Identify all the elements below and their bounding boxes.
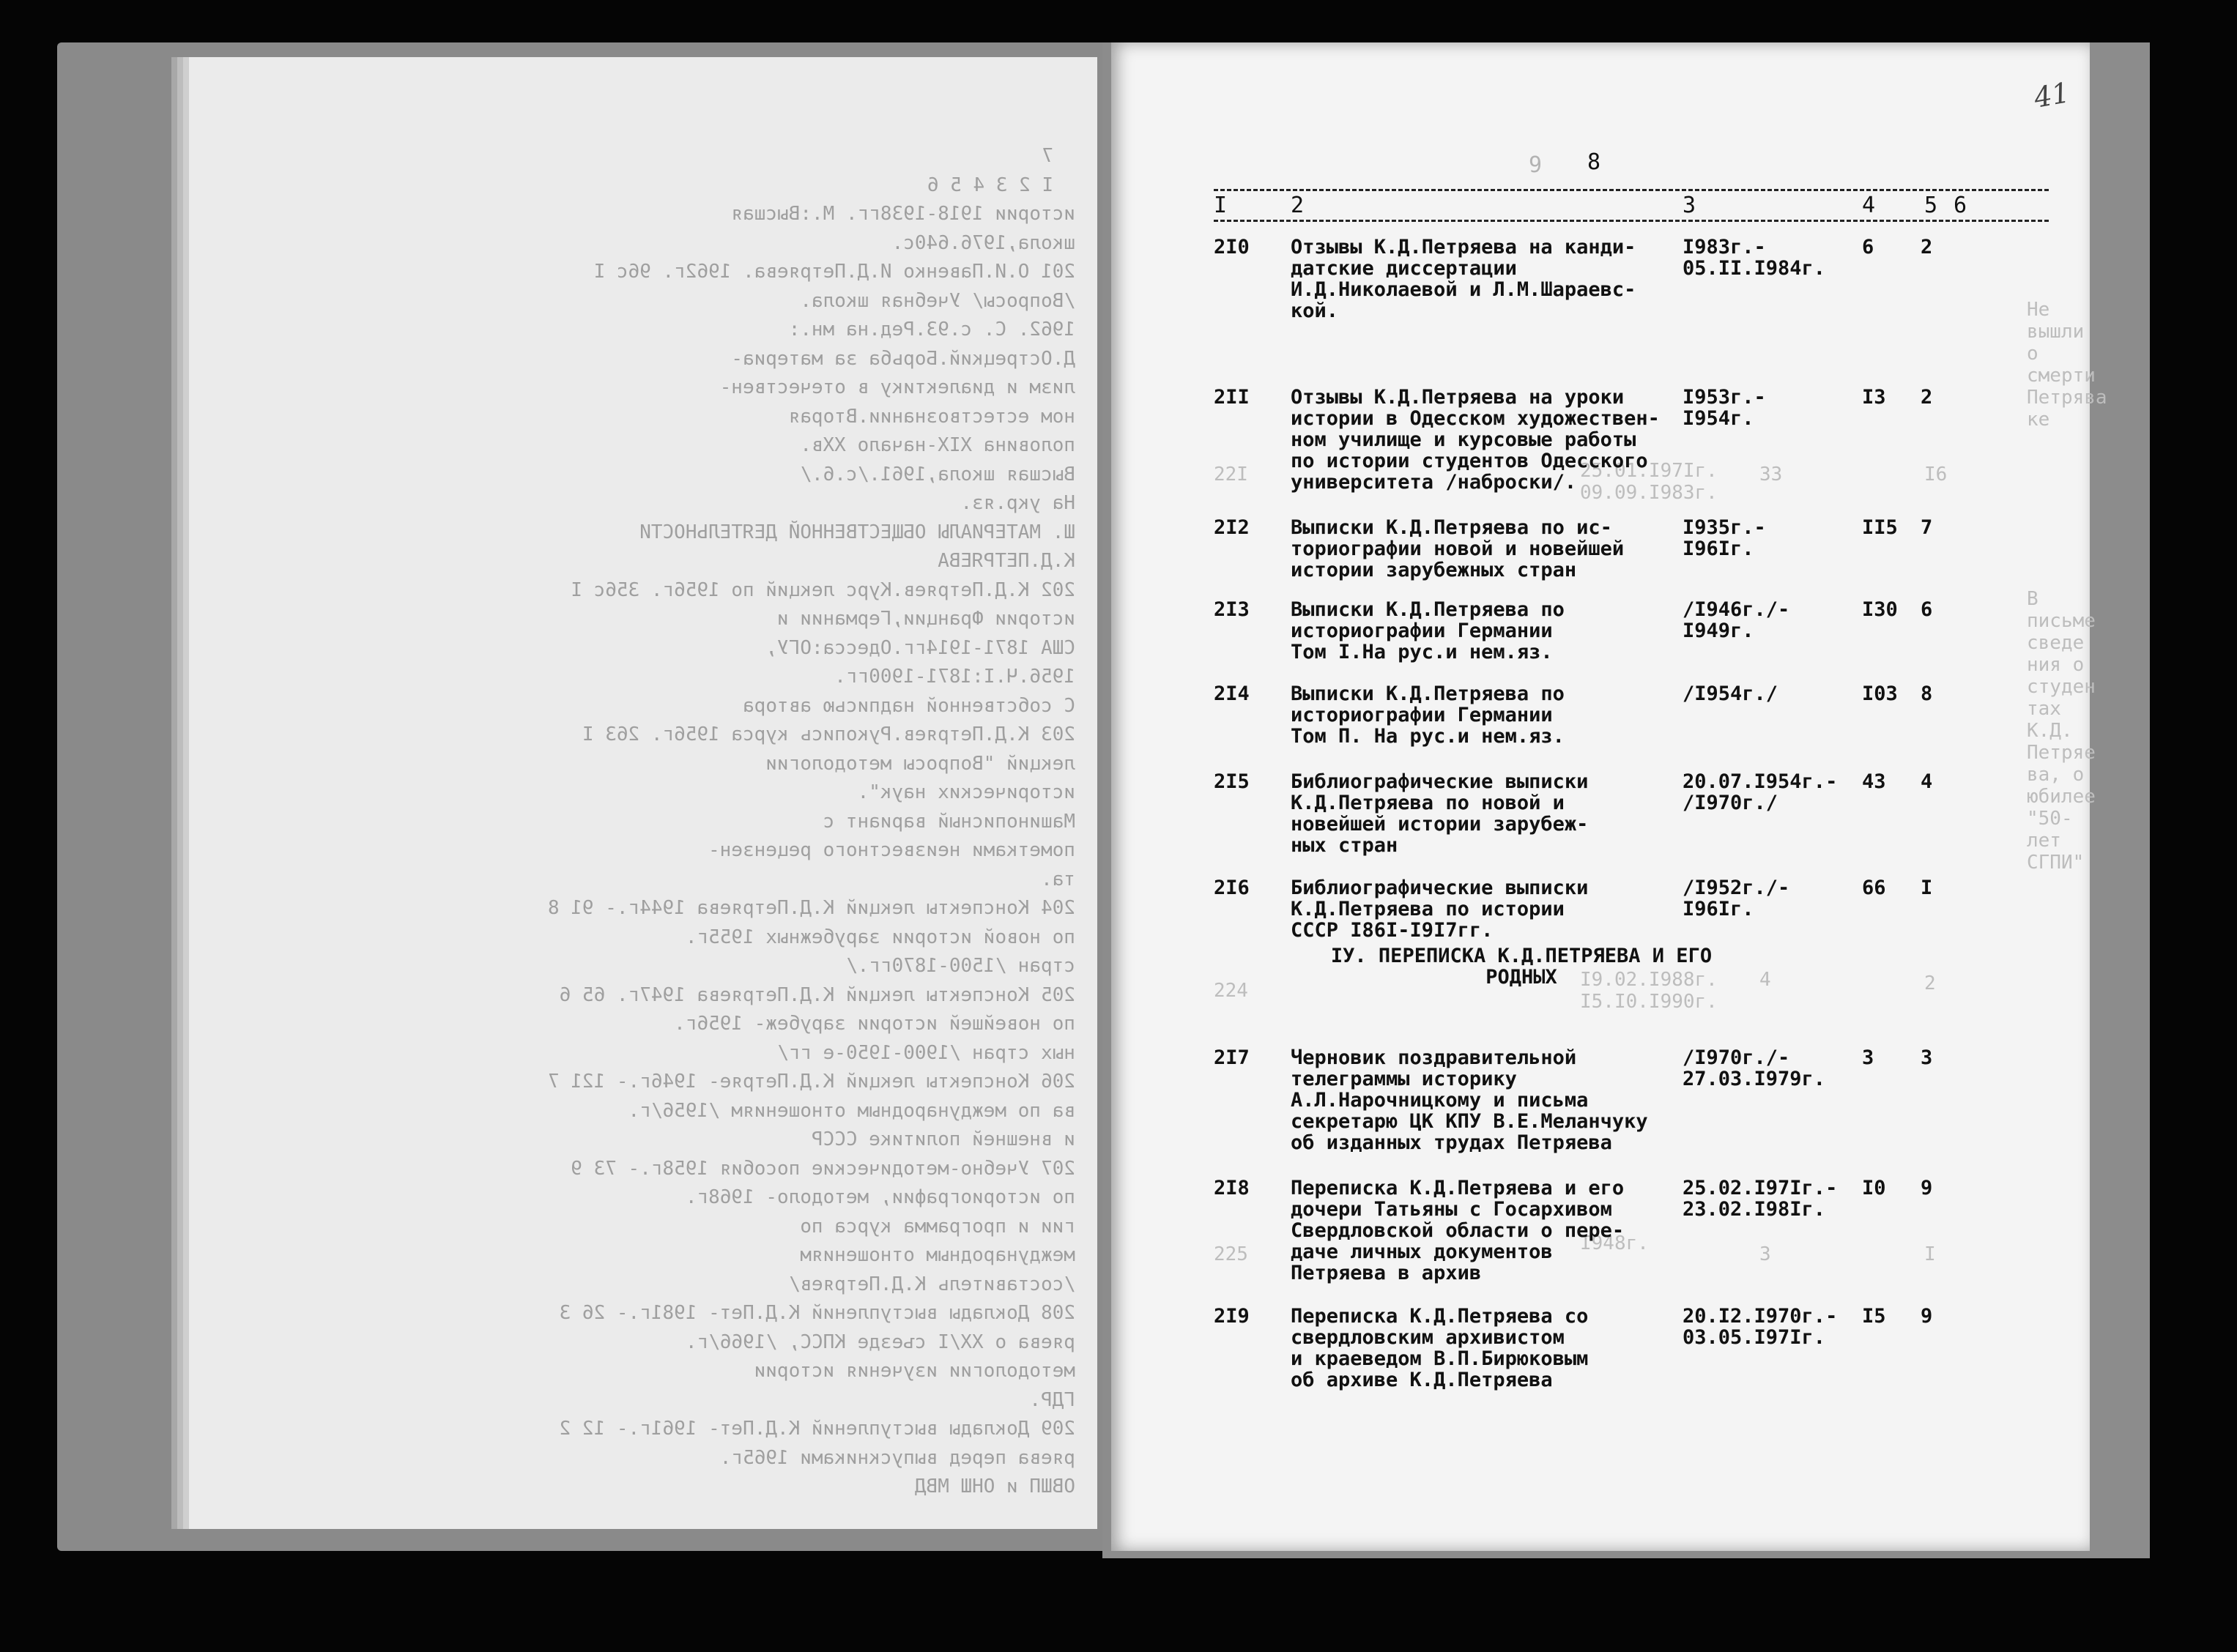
row-title: Отзывы К.Д.Петряева на уроки истории в Одесском художествен- ном училище и курсовые работы по истории студентов Одесского университета /наброски/. [1291,386,1660,494]
bleed-through-line: ных стран /1900-1950-е гг/ [777,1041,1075,1064]
ghost-fragment: ке [2027,409,2050,431]
header-rule-top [1214,189,2049,191]
ghost-fragment: I [1924,1243,1936,1265]
right-page [1102,42,2150,1558]
row-sheet-count: II5 [1862,516,1898,539]
bleed-through-line: международным отношениям [800,1244,1075,1266]
bleed-through-line: 208 Доклады выступлений К.Д.Пет- 1981г.- 26 3 [559,1302,1075,1324]
row-title: Переписка К.Д.Петряева и его дочери Татьяны с Госархивом Свердловской области о пере- даче личных документов Петряева в архив [1291,1177,1625,1284]
right-sheet [1111,42,2107,1551]
bleed-through-line: лекций "Вопросы методологии [765,752,1075,775]
ghost-fragment: I6 [1924,464,1948,485]
bleed-through-line: ряева о XX/I съезде КПСС, /1966/г. [685,1331,1075,1353]
row-sheet-count: I30 [1862,598,1898,621]
col-head-3: 3 [1683,193,1696,218]
ghost-fragment: I9.02.I988г. [1580,969,1718,991]
bleed-through-line: ОВШП и ОНШ МВД [914,1476,1075,1497]
bleed-through-line: та. [1041,868,1075,890]
bleed-through-line: школа,1976.640с. [891,231,1075,254]
bleed-through-line: 205 Конспекты лекций К.Д.Петряева 1947г. 65 6 [559,983,1075,1006]
ghost-fragment: лет [2027,830,2061,852]
ghost-fragment: 22I [1214,464,1248,485]
col-head-6: 6 [1954,193,1967,218]
bleed-through-line: 203 К.Д.Петряев.Рукопись курса 1956г. 263 I [582,723,1075,745]
row-sheet-count: 3 [1862,1046,1874,1069]
bleed-through-line: 1962. С. с.93.Ред.на мн.: [788,319,1075,341]
row-title: Черновик поздравительной телеграммы историку А.Л.Нарочницкому и письма секретарю ЦК КПУ В.Е.Меланчуку об изданных трудах Петряева [1291,1046,1648,1154]
row-copies: 7 [1921,516,1933,539]
row-number: 2II [1214,386,1250,409]
bleed-through-line: лизм и диалектику в отечествен- [719,376,1075,398]
row-dates: I935г.- I96Iг. [1683,516,1766,560]
row-number: 2I7 [1214,1046,1250,1069]
ghost-fragment: ния о [2027,654,2085,676]
row-copies: 2 [1921,386,1933,409]
bleed-through-line: методологии изучения истории [754,1360,1075,1382]
bleed-through-line: 201 О.И.Павенко И.Д.Петряева. 1962г. 96с I [593,261,1075,283]
bleed-through-line: Ш. МАТЕРИАЛЫ ОБЩЕСТВЕННОЙ ДЕЯТЕЛЬНОСТИ [639,521,1075,543]
row-number: 2I0 [1214,236,1250,258]
row-dates: I953г.- I954г. [1683,386,1766,430]
col-head-2: 2 [1291,193,1305,218]
bleed-through-line: I 2 3 4 5 6 [927,174,1053,196]
ghost-fragment: Петряе [2027,742,2096,764]
bleed-through-line: и внешней политике СССР [811,1128,1075,1150]
row-copies: I [1921,877,1933,899]
bleed-through-line: пометками неизвестного рецензен- [708,839,1075,861]
row-sheet-count: 66 [1862,877,1886,899]
row-title: Библиографические выписки К.Д.Петряева по новой и новейшей истории зарубеж- ных стран [1291,770,1589,857]
row-number: 2I2 [1214,516,1250,539]
row-sheet-count: I3 [1862,386,1886,409]
ghost-fragment: "50- [2027,808,2073,830]
row-number: 2I6 [1214,877,1250,899]
bleed-through-line: ГДР. [1029,1388,1075,1411]
ghost-fragment: I5.I0.I990г. [1580,991,1718,1013]
row-sheet-count: I03 [1862,682,1898,705]
header-rule-bottom [1214,220,2049,222]
bleed-through-line: по новой истории зарубежных 1955г. [685,926,1075,948]
bleed-through-line: С собственной надписью автора [743,694,1075,717]
ghost-fragment: 25.01.I97Iг. [1580,460,1718,482]
row-number: 2I9 [1214,1305,1250,1328]
archive-folio-number: 41 [2031,76,2072,114]
bleed-through-line: 207 Учебно-методические пособия 1958г.- 73 9 [571,1157,1075,1180]
bleed-through-line: 7 [1042,145,1053,167]
bleed-through-line: по историографии, методоло- 1968г. [685,1186,1075,1208]
ghost-fragment: 09.09.I983г. [1580,482,1718,504]
row-title: Выписки К.Д.Петряева по историографии Германии Том П. На рус.и нем.яз. [1291,682,1565,748]
ghost-fragment: I948г. [1580,1232,1649,1254]
row-sheet-count: 6 [1862,236,1874,258]
bleed-through-line: 206 Конспекты лекций К.Д.Петряе- 1946г.- 121 7 [547,1071,1075,1093]
row-copies: 6 [1921,598,1933,621]
bleed-through-line: 1956.Ч.I:1871-1900гг. [834,666,1075,688]
ghost-fragment: 224 [1214,980,1248,1002]
section-heading: IУ. ПЕРЕПИСКА К.Д.ПЕТРЯЕВА И ЕГО РОДНЫХ [1330,945,1713,989]
bleed-through-line: половина XIX-начало XXв. [800,434,1075,456]
row-copies: 3 [1921,1046,1933,1069]
row-copies: 9 [1921,1305,1933,1328]
ghost-fragment: юбилее [2027,786,2096,808]
bleed-through-line: истории Франции,Германии и [777,608,1075,630]
bleed-through-line: по новейшей истории зарубеж- 1956г. [674,1013,1075,1035]
bleed-through-text [189,57,1097,1529]
row-number: 2I5 [1214,770,1250,793]
ghost-fragment: тах [2027,698,2061,720]
bleed-through-line: ном естествознании.Вторая [788,405,1075,428]
bleed-through-line: /составитель К.Д.Петряев/ [788,1273,1075,1295]
row-number: 2I3 [1214,598,1250,621]
row-number: 2I8 [1214,1177,1250,1199]
bleed-through-line: 202 К.Д.Петряев.Курс лекций по 1956г. 356с I [571,578,1075,601]
bleed-through-line: Д.Острецкий.Борьба за материа- [731,347,1075,370]
bleed-through-line: ряева перед выпускниками 1965г. [719,1446,1075,1469]
ghost-fragment: о [2027,343,2038,365]
row-dates: /I952г./- I96Iг. [1683,877,1790,920]
bleed-through-line: ва по международным отношениям /1956/г. [628,1099,1075,1122]
bleed-through-line: 209 Доклады выступлений К.Д.Пет- 1961г.- 12 2 [559,1418,1075,1440]
ghost-fragment: 225 [1214,1243,1248,1265]
page-number: 8 [1587,149,1601,175]
row-title: Выписки К.Д.Петряева по ис- ториографии новой и новейшей истории зарубежных стран [1291,516,1625,581]
row-title: Выписки К.Д.Петряева по историографии Германии Том I.На рус.и нем.яз. [1291,598,1565,663]
row-sheet-count: I5 [1862,1305,1886,1328]
ghost-fragment: студен [2027,676,2096,698]
row-sheet-count: I0 [1862,1177,1886,1199]
ghost-fragment: ва, о [2027,764,2085,786]
ghost-fragment: сведе [2027,632,2085,654]
ghost-fragment: вышли [2027,321,2085,343]
row-copies: 8 [1921,682,1933,705]
bleed-through-line: исторических наук". [857,781,1075,803]
bleed-through-line: К.Д.ПЕТРЯЕВА [938,550,1075,572]
bleed-through-line: 204 Конспекты лекций К.Д.Петряева 1944г.- 91 8 [547,897,1075,919]
ghost-fragment: Не [2027,299,2050,321]
ghost-fragment: 4 [1759,969,1771,991]
row-dates: I983г.- 05.II.I984г. [1683,236,1826,280]
ghost-fragment: 33 [1759,464,1783,485]
left-sheet [189,57,1097,1529]
row-copies: 4 [1921,770,1933,793]
row-number: 2I4 [1214,682,1250,705]
ghost-fragment: СГПИ" [2027,852,2085,874]
row-title: Отзывы К.Д.Петряева на канди- датские диссертации И.Д.Николаевой и Л.М.Шараевс- кой. [1291,236,1636,322]
ghost-fragment: Петрява [2027,387,2107,409]
row-title: Переписка К.Д.Петряева со свердловским архивистом и краеведом В.П.Бирюковым об архиве К.Д.Петряева [1291,1305,1589,1391]
row-title: Библиографические выписки К.Д.Петряева по истории СССР I86I-I9I7гг. [1291,877,1589,942]
bleed-through-line: стран /1500-1870гг./ [845,955,1075,977]
row-dates: 20.07.I954г.- /I970г./ [1683,770,1838,814]
faint-page-number: 9 [1529,152,1543,178]
ghost-fragment: письме [2027,610,2096,632]
row-dates: /I970г./- 27.03.I979г. [1683,1046,1826,1090]
ghost-fragment: 3 [1759,1243,1771,1265]
row-copies: 2 [1921,236,1933,258]
bleed-through-line: /Вопросы/ Учебная школа. [800,289,1075,312]
bleed-through-line: Высшая школа,1961./с.6./ [800,463,1075,485]
bleed-through-line: истории 1918-1938гг. М.:Высшая [731,203,1075,225]
ghost-fragment: смерти [2027,365,2096,387]
row-dates: /I954г./ [1683,682,1778,705]
bleed-through-line: гии и программа курса по [800,1215,1075,1238]
row-dates: 20.I2.I970г.- 03.05.I97Iг. [1683,1305,1838,1349]
col-head-5: 5 [1924,193,1938,218]
ghost-fragment: В [2027,588,2038,610]
bleed-through-line: На укр.яз. [960,492,1075,514]
ghost-fragment: К.Д. [2027,720,2073,742]
bleed-through-line: США 1871-1914гг.Одесса:ОГУ, [765,636,1075,659]
col-head-1: I [1214,193,1228,218]
row-dates: /I946г./- I949г. [1683,598,1790,642]
col-head-4: 4 [1862,193,1876,218]
bleed-through-line: Машинописный вариант с [823,810,1075,833]
row-dates: 25.02.I97Iг.- 23.02.I98Iг. [1683,1177,1838,1221]
row-sheet-count: 43 [1862,770,1886,793]
left-page [57,42,1112,1551]
row-copies: 9 [1921,1177,1933,1199]
ghost-fragment: 2 [1924,972,1936,994]
